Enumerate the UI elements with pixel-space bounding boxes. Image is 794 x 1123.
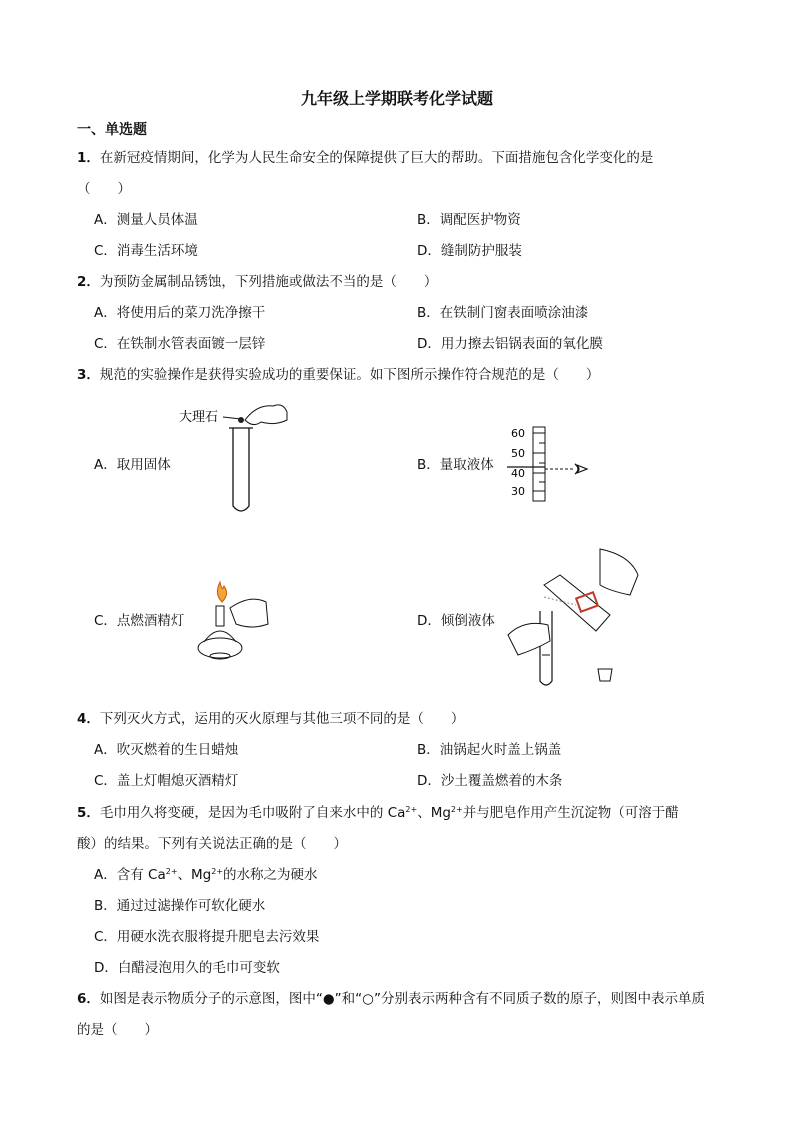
question-6-stem — [77, 987, 705, 1007]
question-3-stem — [77, 363, 599, 383]
section-heading: 一、单选题 — [77, 122, 147, 138]
question-2-text: 为预防金属制品锈蚀，下列措施或做法不当的是（ ） — [99, 274, 438, 290]
q5-sup-1: 2+ — [405, 805, 418, 814]
second-lamp — [230, 599, 268, 627]
q5-option-b: B．通过过滤操作可软化硬水 — [94, 898, 266, 914]
q3-option-b: B．量取液体 — [417, 457, 494, 473]
q1-option-a: A．测量人员体温 — [94, 212, 198, 228]
q2-option-a: A．将使用后的菜刀洗净擦干 — [94, 305, 266, 321]
q5-a-text-a: A．含有 Ca — [94, 867, 166, 883]
question-1-stem — [77, 146, 653, 166]
question-1-text: 在新冠疫情期间，化学为人民生命安全的保障提供了巨大的帮助。下面措施包含化学变化的是 — [99, 150, 654, 166]
question-5-stem-line2: 酸）的结果。下列有关说法正确的是（ ） — [77, 836, 347, 852]
q1-option-d: D．缝制防护服装 — [417, 243, 522, 259]
tick-60: 60 — [511, 427, 525, 440]
flame-icon — [217, 582, 226, 602]
figure-take-solid — [175, 398, 295, 518]
figure-light-lamp — [190, 572, 280, 664]
question-2-stem — [77, 270, 437, 290]
stopper-icon — [598, 669, 612, 681]
q1-option-b: B．调配医护物资 — [417, 212, 521, 228]
question-1-paren: （ ） — [77, 181, 131, 197]
question-3-text: 规范的实验操作是获得实验成功的重要保证。如下图所示操作符合规范的是（ ） — [99, 367, 600, 383]
question-5-stem — [77, 801, 679, 821]
q3-option-c: C．点燃酒精灯 — [94, 613, 185, 629]
q5-option-d: D．白醋浸泡用久的毛巾可变软 — [94, 960, 280, 976]
figure-measure-liquid — [505, 425, 600, 505]
figure-pour-liquid — [500, 545, 640, 695]
q5-text-b: 、Mg — [417, 805, 451, 821]
question-4-number: 4． — [77, 711, 100, 727]
marble-label: 大理石 — [179, 410, 219, 425]
page-title: 九年级上学期联考化学试题 — [300, 89, 493, 108]
tick-50: 50 — [511, 447, 525, 460]
question-5-number: 5． — [77, 805, 100, 821]
q4-option-d: D．沙土覆盖燃着的木条 — [417, 773, 563, 789]
question-4-text: 下列灭火方式，运用的灭火原理与其他三项不同的是（ ） — [99, 711, 465, 727]
q4-option-a: A．吹灭燃着的生日蜡烛 — [94, 742, 239, 758]
q4-option-c: C．盖上灯帽熄灭酒精灯 — [94, 773, 239, 789]
question-1-number: 1． — [77, 150, 100, 166]
tick-40: 40 — [511, 467, 525, 480]
q5-text-c: 并与肥皂作用产生沉淀物（可溶于醋 — [462, 805, 679, 821]
q3-option-d: D．倾倒液体 — [417, 613, 495, 629]
q4-option-b: B．油锅起火时盖上锅盖 — [417, 742, 562, 758]
q2-option-d: D．用力擦去铝锅表面的氧化膜 — [417, 336, 603, 352]
question-6-stem-line2: 的是（ ） — [77, 1022, 158, 1038]
test-tube-d — [540, 611, 552, 685]
q5-a-text-b: 、Mg — [177, 867, 212, 883]
q5-option-c: C．用硬水洗衣服将提升肥皂去污效果 — [94, 929, 320, 945]
tick-30: 30 — [511, 485, 525, 498]
question-4-stem — [77, 707, 464, 727]
marble-dot — [238, 417, 244, 423]
question-2-number: 2． — [77, 274, 100, 290]
q5-sup-2: 2+ — [450, 805, 463, 814]
q5-a-text-c: 的水称之为硬水 — [223, 867, 318, 883]
hand-icon — [245, 405, 287, 425]
q3-option-a: A．取用固体 — [94, 457, 171, 473]
hand-bottom-icon — [508, 623, 550, 655]
question-6-text: 如图是表示物质分子的示意图，图中“●”和“○”分别表示两种含有不同质子数的原子，则图中表示单质 — [99, 991, 705, 1007]
question-3-number: 3． — [77, 367, 100, 383]
q5-a-sup-1: 2+ — [165, 867, 178, 876]
q5-a-sup-2: 2+ — [211, 867, 224, 876]
question-6-number: 6． — [77, 991, 100, 1007]
test-tube — [233, 428, 249, 511]
q5-option-a — [94, 863, 318, 883]
q2-option-b: B．在铁制门窗表面喷涂油漆 — [417, 305, 589, 321]
hand-top-icon — [600, 549, 638, 595]
q5-text-a: 毛巾用久将变硬，是因为毛巾吸附了自来水中的 Ca — [99, 805, 406, 821]
q2-option-c: C．在铁制水管表面镀一层锌 — [94, 336, 266, 352]
q1-option-c: C．消毒生活环境 — [94, 243, 198, 259]
eye-icon — [575, 464, 587, 474]
